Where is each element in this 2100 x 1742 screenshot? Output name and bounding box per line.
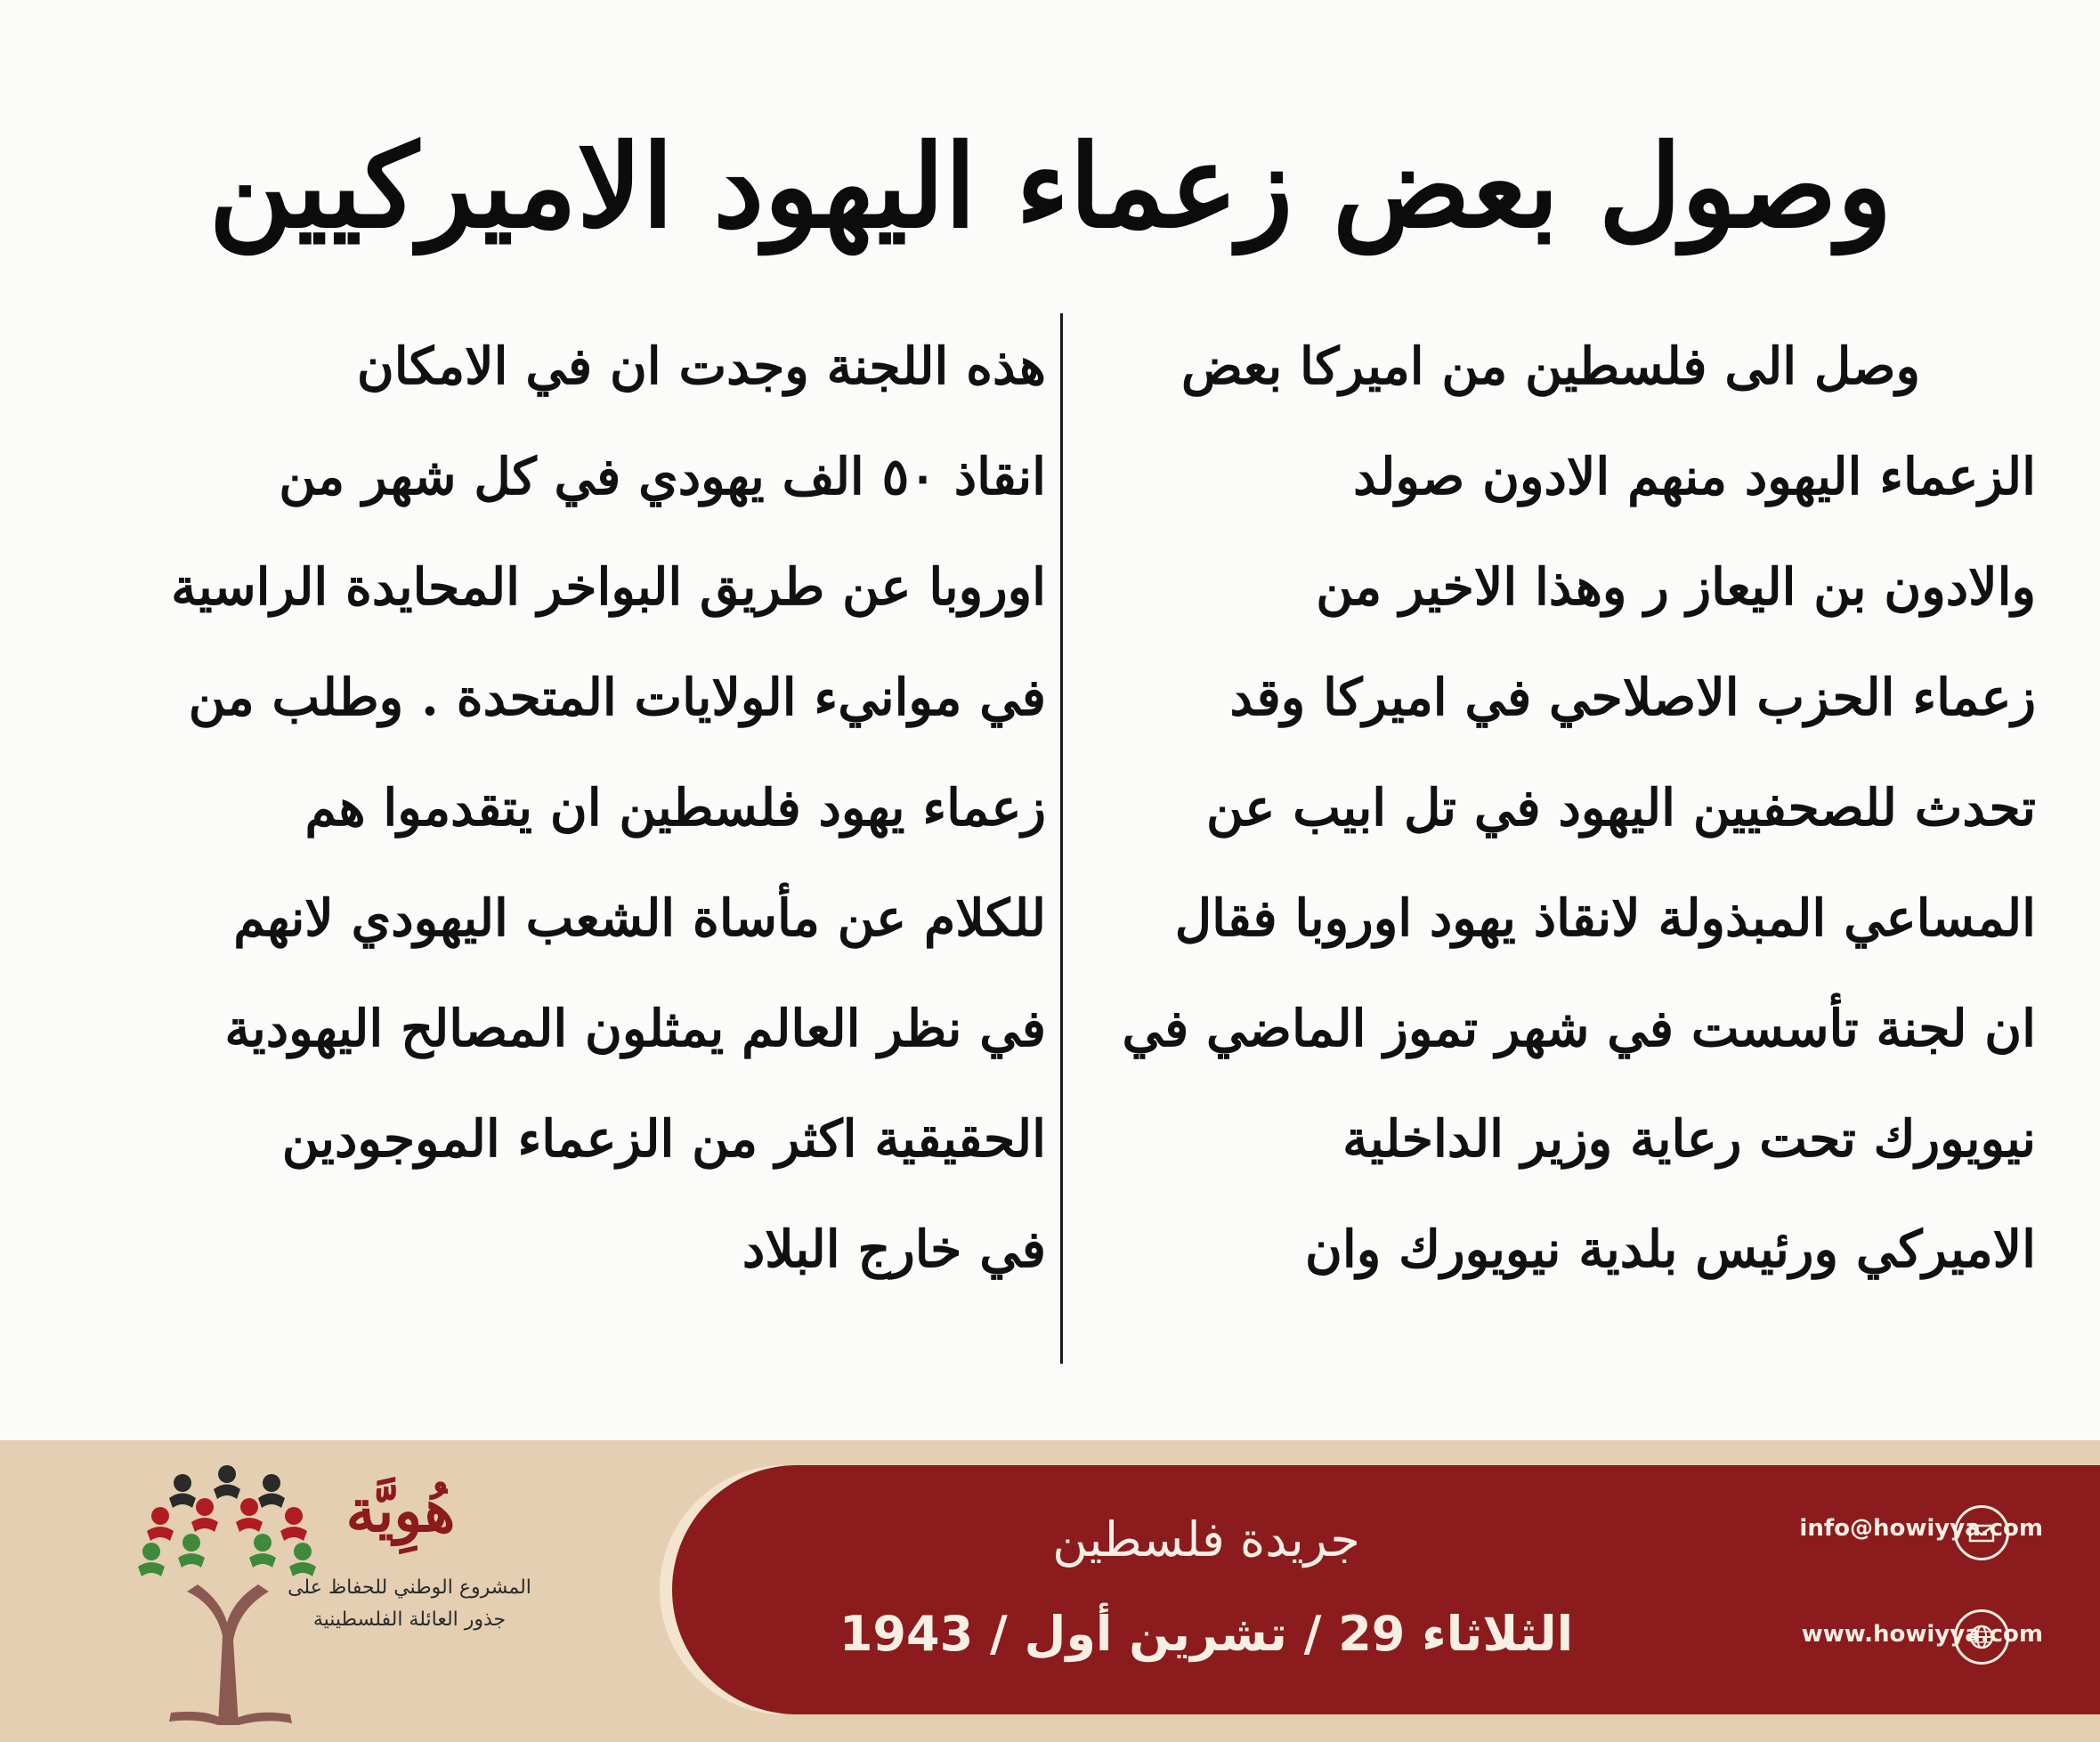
article-line: للكلام عن مأساة الشعب اليهودي لانهم [233,888,1046,948]
article-line: تحدث للصحفيين اليهود في تل ابيب عن [1206,778,2036,838]
email-link[interactable]: info@howiyya.com [1799,1515,2043,1542]
article-line: وصل الى فلسطين من اميركا بعض [1181,336,1920,396]
article-column-left [76,312,1046,1305]
info-band [672,1465,2100,1714]
article-line: في نظر العالم يمثلون المصالح اليهودية [224,999,1046,1058]
newspaper-name: جريدة فلسطين [1052,1511,1360,1568]
article-line: في موانيء الولايات المتحدة . وطلب من [188,668,1046,727]
article-line: المساعي المبذولة لانقاذ يهود اوروبا فقال [1174,888,2036,948]
article-line: زعماء الحزب الاصلاحي في اميركا وقد [1229,668,2036,727]
article-column-right [1079,312,2036,1305]
globe-icon [1954,1609,2009,1665]
brand-name: هُوِيَّة [345,1476,456,1545]
article-line: انقاذ ٥٠ الف يهودي في كل شهر من [279,447,1046,506]
article-line: زعماء يهود فلسطين ان يتقدموا هم [304,778,1046,838]
footer [0,1440,2100,1742]
article-line: ان لجنة تأسست في شهر تموز الماضي في [1122,999,2036,1058]
article-line: الحقيقية اكثر من الزعماء الموجودين [281,1109,1046,1169]
article-headline: وصول بعض زعماء اليهود الاميركيين [208,120,1893,254]
howiyya-logo [134,1458,632,1725]
brand-panel [0,1440,654,1742]
brand-tagline [267,1572,552,1636]
tagline-line: المشروع الوطني للحفاظ على [288,1576,531,1599]
article-line: في خارج البلاد [742,1219,1046,1279]
article-line: هذه اللجنة وجدت ان في الامكان [356,336,1046,396]
article-line: الاميركي ورئيس بلدية نيويورك وان [1305,1219,2036,1279]
envelope-icon [1954,1505,2009,1560]
article-line: الزعماء اليهود منهم الادون صولد [1353,447,2036,506]
article-line: والادون بن اليعاز ر وهذا الاخير من [1316,557,2036,617]
issue-date: الثلاثاء 29 / تشرين أول / 1943 [839,1606,1574,1662]
article-line: اوروبا عن طريق البواخر المحايدة الراسية [171,557,1046,617]
article-line: نيويورك تحت رعاية وزير الداخلية [1342,1109,2036,1169]
website-link[interactable]: www.howiyya.com [1801,1621,2043,1648]
column-divider [1060,313,1063,1364]
tagline-line: جذور العائلة الفلسطينية [312,1608,507,1631]
